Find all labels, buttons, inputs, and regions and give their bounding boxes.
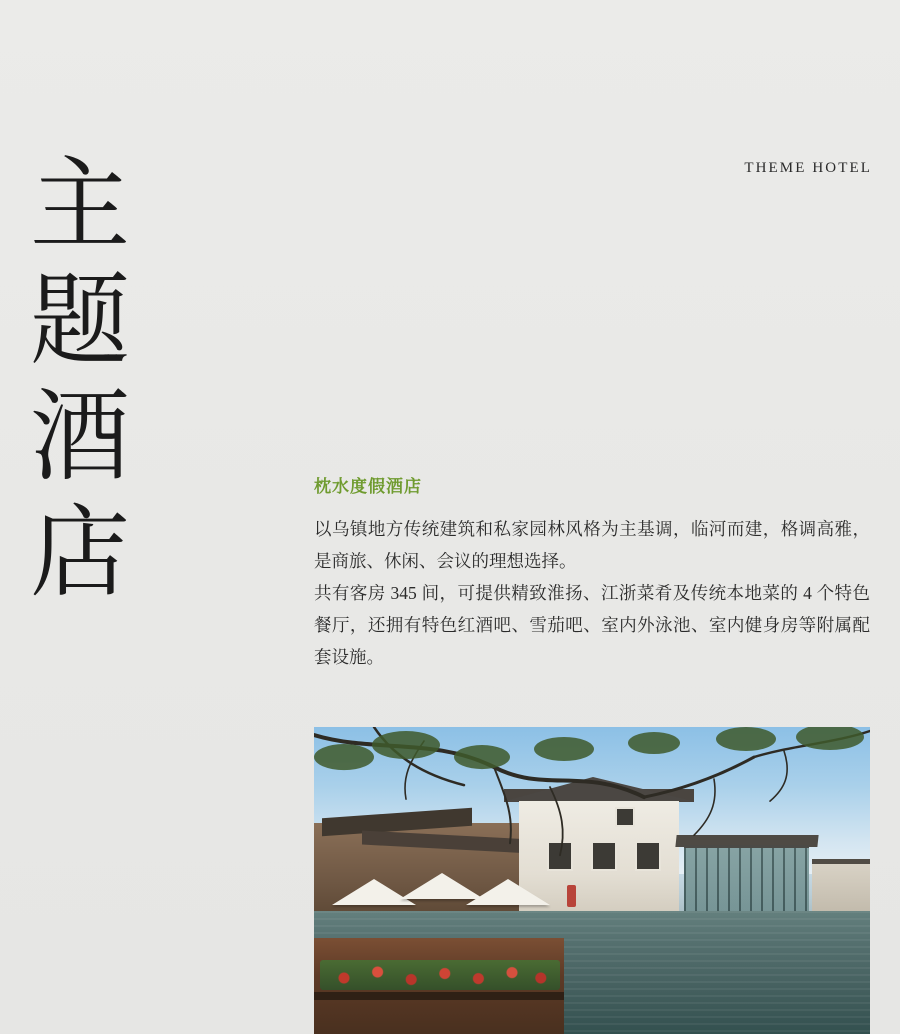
headline-char-2: 题 [30, 266, 130, 377]
body-paragraph-2: 共有客房 345 间，可提供精致淮扬、江浙菜肴及传统本地菜的 4 个特色餐厅，还拥有特色红酒吧、雪茄吧、室内外泳池、室内健身房等附属配套设施。 [314, 583, 870, 667]
section-subtitle: 枕水度假酒店 [314, 477, 422, 497]
terrace-railing [314, 992, 564, 1000]
main-white-building [519, 799, 679, 924]
headline-char-4: 店 [30, 498, 130, 609]
red-figure-accent [567, 885, 576, 907]
window-attic [615, 807, 635, 827]
window-3 [635, 841, 661, 871]
page-title-vertical [30, 148, 170, 612]
eyebrow-label: THEME HOTEL [744, 160, 872, 176]
window-1 [547, 841, 573, 871]
headline-char-1: 主 [30, 150, 130, 261]
flower-planters [320, 960, 560, 990]
window-2 [591, 841, 617, 871]
headline-char-3: 酒 [30, 382, 130, 493]
photo-illustration [314, 727, 870, 1034]
content-column [314, 472, 870, 673]
hero-photo [314, 727, 870, 1034]
umbrella-3 [466, 879, 550, 905]
body-paragraph-1: 以乌镇地方传统建筑和私家园林风格为主基调，临河而建，格调高雅，是商旅、休闲、会议的理想选择。 [314, 519, 870, 571]
